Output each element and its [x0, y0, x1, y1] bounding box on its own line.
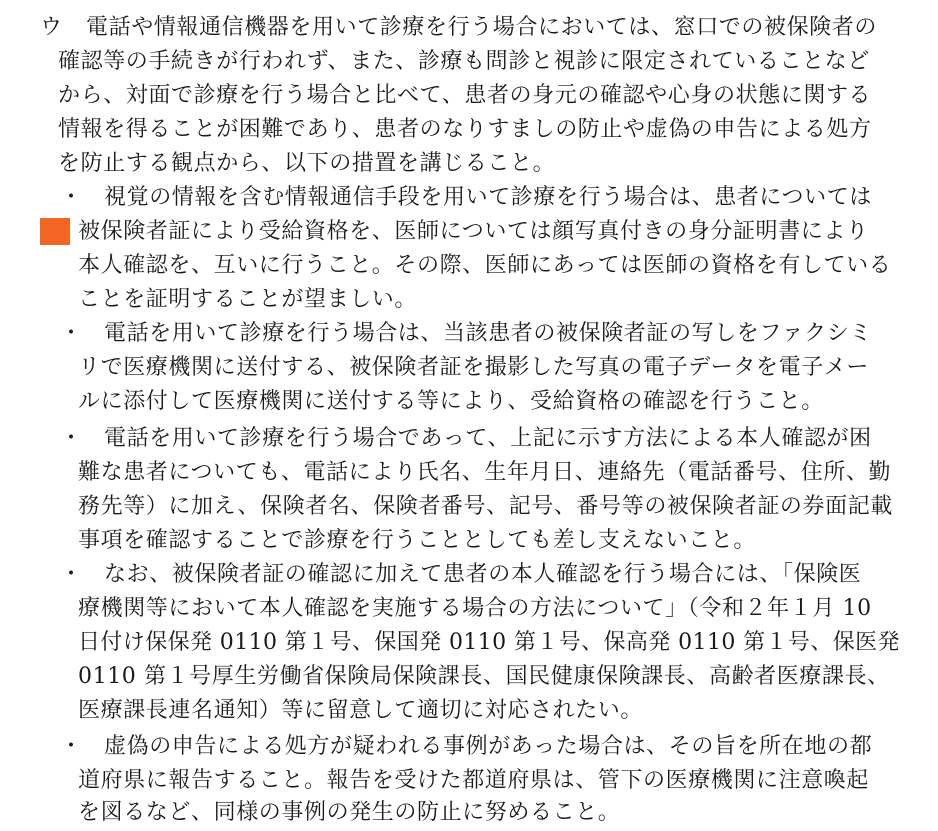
bullet-line: 療機関等において本人確認を実施する場合の方法について」（令和２年１月 10: [78, 596, 872, 621]
bullet-line: 電話を用いて診療を行う場合であって、上記に示す方法による本人確認が困: [104, 426, 872, 451]
bullet-dot-icon: ・: [60, 734, 83, 759]
bullet-line: 医療課長連名通知）等に留意して適切に対応されたい。: [78, 698, 644, 723]
bullet-line: リで医療機関に送付する、被保険者証を撮影した写真の電子データを電子メー: [78, 355, 870, 380]
intro-line: 電話や情報通信機器を用いて診療を行う場合においては、窓口での被保険者の: [86, 15, 878, 40]
bullet-line: 0110 第１号厚生労働省保険局保険課長、国民健康保険課長、高齢者医療課長、: [78, 664, 890, 689]
bullet-line: ルに添付して医療機関に送付する等により、受給資格の確認を行うこと。: [78, 389, 824, 414]
bullet-line: 本人確認を、互いに行うこと。その際、医師にあっては医師の資格を有している: [78, 253, 892, 278]
intro-line: を防止する観点から、以下の措置を講じること。: [58, 151, 556, 176]
intro-line: から、対面で診療を行う場合と比べて、患者の身元の確認や心身の状態に関する: [58, 83, 872, 108]
bullet-dot-icon: ・: [60, 426, 83, 451]
intro-line: 情報を得ることが困難であり、患者のなりすましの防止や虚偽の申告による処方: [58, 117, 872, 142]
bullet-line: ことを証明することが望ましい。: [78, 287, 418, 312]
bullet-dot-icon: ・: [60, 562, 83, 587]
bullet-line: 日付け保保発 0110 第１号、保国発 0110 第１号、保高発 0110 第１号、保医発: [78, 630, 900, 655]
bullet-line: 難な患者についても、電話により氏名、生年月日、連絡先（電話番号、住所、勤: [78, 460, 892, 485]
bullet-line: を図るなど、同様の事例の発生の防止に努めること。: [78, 800, 621, 825]
bullet-line: 視覚の情報を含む情報通信手段を用いて診療を行う場合は、患者については: [104, 185, 872, 210]
bullet-line: 被保険者証により受給資格を、医師については顔写真付きの身分証明書により: [78, 219, 869, 244]
bullet-line: なお、被保険者証の確認に加えて患者の本人確認を行う場合には、「保険医: [104, 562, 862, 587]
bullet-line: 務先等）に加え、保険者名、保険者番号、記号、番号等の被保険者証の券面記載: [78, 494, 893, 519]
section-label: ウ: [40, 15, 63, 40]
bullet-line: 道府県に報告すること。報告を受けた都道府県は、管下の医療機関に注意喚起: [78, 768, 870, 793]
bullet-line: 電話を用いて診療を行う場合は、当該患者の被保険者証の写しをファクシミ: [104, 321, 872, 346]
bullet-line: 事項を確認することで診療を行うこととしても差し支えないこと。: [78, 528, 757, 553]
intro-line: 確認等の手続きが行われず、また、診療も問診と視診に限定されていることなど: [58, 49, 870, 74]
bullet-dot-icon: ・: [60, 321, 83, 346]
bullet-dot-icon: ・: [60, 185, 83, 210]
highlight-marker[interactable]: [40, 218, 70, 245]
bullet-line: 虚偽の申告による処方が疑われる事例があった場合は、その旨を所在地の都: [104, 734, 873, 759]
